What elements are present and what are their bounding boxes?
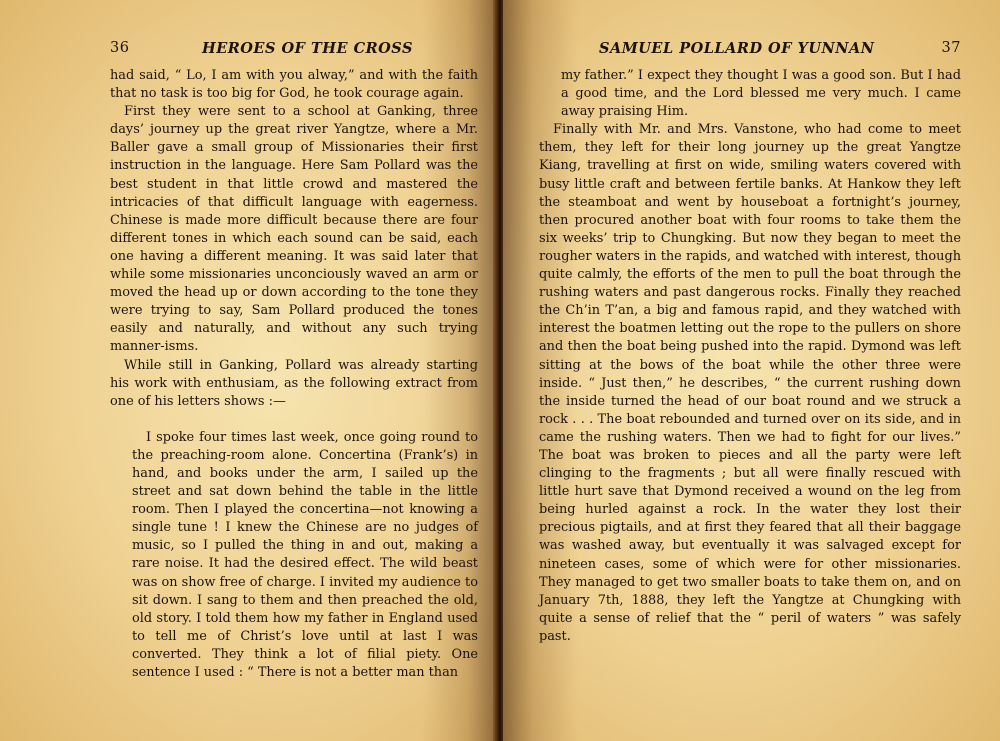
left-paragraph-2: First they were sent to a school at Ganking, three days’ journey up the great river Yangtze, where a Mr. Baller gave a small group of Missionaries their first instruction in the language. Here Sam Pollard was the best student in that little crowd and mastered the intricacies of that difficult language with eagerness. Chinese is made more difficult because there are four different tones in which each sound can be said, each one having a different meaning. It was said later that while some missionaries unconciously waved an arm or moved the head up or down according to the tone they were trying to say, Sam Pollard produced the tones easily and naturally, and without any such trying manner-isms. — [110, 104, 478, 355]
left-running-head: HEROES OF THE CROSS — [202, 40, 413, 57]
left-page — [0, 0, 497, 741]
right-page-body — [539, 67, 961, 646]
right-page-header — [557, 40, 961, 60]
paragraph-gap — [110, 411, 478, 429]
right-running-head: SAMUEL POLLARD OF YUNNAN — [599, 40, 875, 57]
left-page-header — [110, 40, 478, 60]
right-page — [503, 0, 1000, 741]
left-paragraph-1: had said, “ Lo, I am with you alway,” and with the faith that no task is too big for God, he took courage again. — [110, 68, 478, 102]
left-page-body — [110, 67, 478, 682]
right-paragraph-2: Finally with Mr. and Mrs. Vanstone, who had come to meet them, they left for their long journey up the great Yangtze Kiang, travelling at first on wide, smiling waters covered with busy little craft and between fertile banks. At Hankow they left the steamboat and went by houseboat a fortnight’s journey, then procured another boat with four rooms to take them the six weeks’ trip to Chungking. But now they began to meet the rougher waters in the rapids, and watched with interest, though quite calmly, the efforts of the men to pull the boat through the rushing waters and past dangerous rocks. Finally they reached the Ch’in T’an, a big and famous rapid, and they watched with interest the boatmen letting out the rope to the pullers on shore and then the boat being pushed into the rapid. Dymond was left sitting at the bows of the boat while the other three were inside. “ Just then,” he describes, “ the current rushing down the inside turned the head of our boat round and we struck a rock . . . The boat rebounded and turned over on its side, and in came the rushing waters. Then we had to fight for our lives.” The boat was broken to pieces and all the party were left clinging to the fragments ; but all were finally rescued with little hurt save that Dymond received a wound on the leg from being hurled against a rock. In the water they lost their precious pigtails, and at first they feared that all their baggage was washed away, but eventually it was salvaged except for nineteen cases, some of which were for other missionaries. They managed to get two smaller boats to take them on, and on January 7th, 1888, they left the Yangtze at Chungking with quite a sense of relief that the “ peril of waters ” was safely past. — [539, 122, 961, 644]
letter-extract: I spoke four times last week, once going round to the preaching-room alone. Concertina (Frank’s) in hand, and books under the arm, I sailed up the street and sat down behind the table in the little room. Then I played the concertina—not knowing a single tune ! I knew the Chinese are no judges of music, so I pulled the thing in and out, making a rare noise. It had the desired effect. The wild beast was on show free of charge. I invited my audience to sit down. I sang to them and then preached the old, old story. I told them how my father in England used to tell me of Christ’s love until at last I was converted. They think a lot of filial piety. One sentence I used : “ There is not a better man than — [132, 429, 478, 680]
right-page-number: 37 — [941, 40, 961, 56]
left-paragraph-3: While still in Ganking, Pollard was already starting his work with enthusiam, as the following extract from one of his letters shows :— — [110, 357, 478, 409]
left-page-number: 36 — [110, 40, 130, 56]
letter-extract-continued: my father.” I expect they thought I was a good son. But I had a good time, and the Lord blessed me very much. I came away praising Him. — [561, 68, 961, 120]
